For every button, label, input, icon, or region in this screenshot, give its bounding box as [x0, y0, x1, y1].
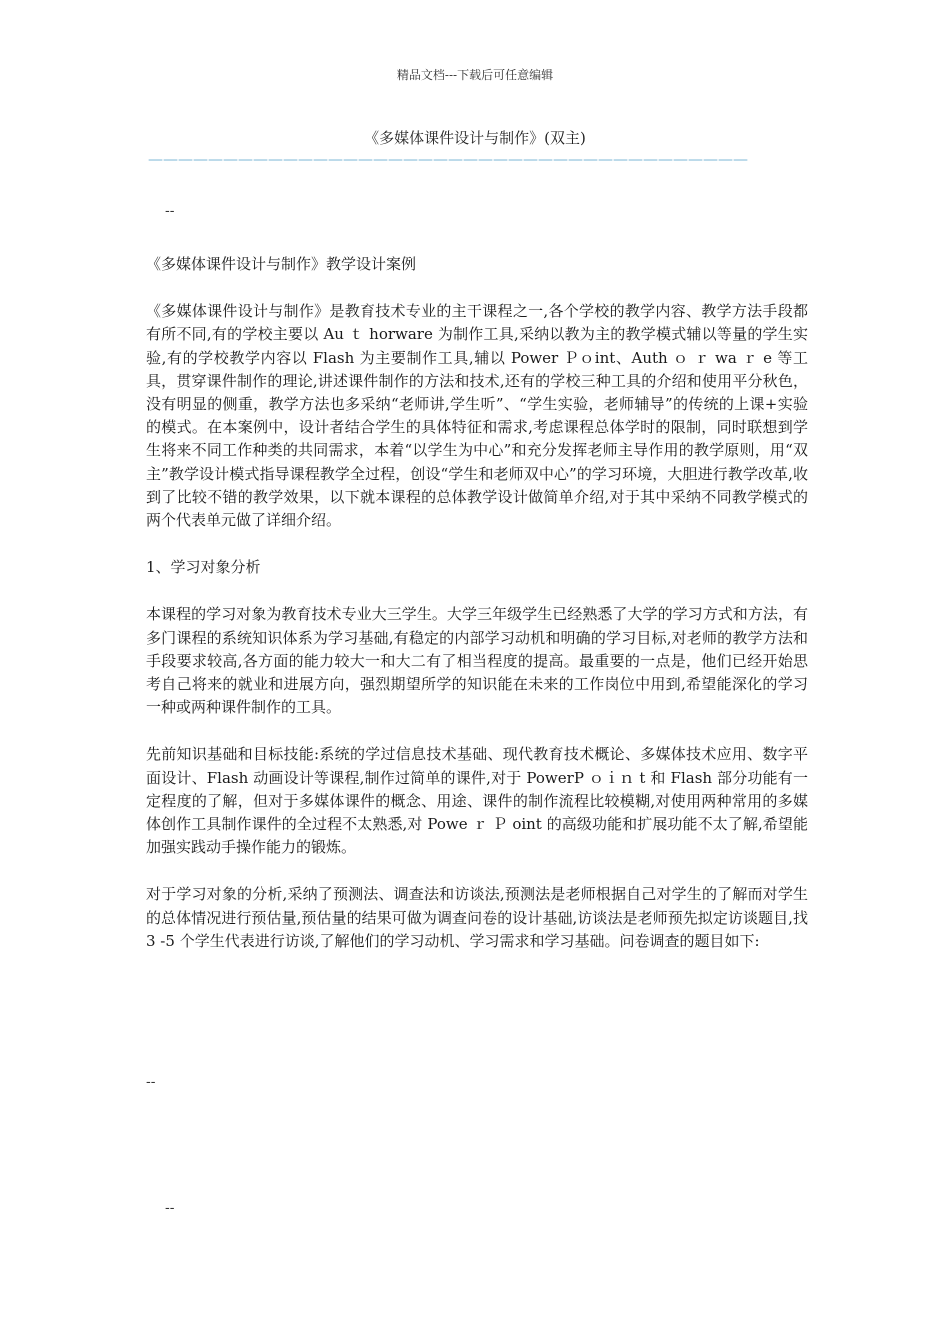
- document-title: 《多媒体课件设计与制作》(双主): [364, 129, 586, 147]
- paragraph-prior-knowledge: 先前知识基础和目标技能:系统的学过信息技术基础、现代教育技术概论、多媒体技术应用、数字平面设计、Flash 动画设计等课程,制作过简单的课件,对于 PowerP ｏｉｎ t 和 Flash 部分功能有一定程度的了解，但对于多媒体课件的概念、用途、课件的制作流程比较模糊,对使用两种常用的多媒体创作工具制作课件的全过程不太熟悉,对 Powe ｒ Ｐ oint 的高级功能和扩展功能不太了解,希望能加强实践动手操作能力的锻炼。: [146, 745, 808, 857]
- section-heading-case: 《多媒体课件设计与制作》教学设计案例: [146, 255, 417, 273]
- dashed-divider: ————————————————————————————————————————: [148, 150, 748, 168]
- paragraph-intro: 《多媒体课件设计与制作》是教育技术专业的主干课程之一,各个学校的教学内容、教学方法手段都有所不同,有的学校主要以 Au ｔ horware 为制作工具,采纳以教为主的教学模式辅以等量的学生实验,有的学校教学内容以 Flash 为主要制作工具,辅以 Power Ｐｏint、Auth ｏ ｒ wa ｒ e 等工具，贯穿课件制作的理论,讲述课件制作的方法和技术,还有的学校三种工具的介绍和使用平分秋色，没有明显的侧重，教学方法也多采纳“老师讲,学生听”、“学生实验，老师辅导”的传统的上课+实验的模式。在本案例中，设计者结合学生的具体特征和需求,考虑课程总体学时的限制，同时联想到学生将来不同工作种类的共同需求，本着“以学生为中心”和充分发挥老师主导作用的教学原则，用“双主”教学设计模式指导课程教学全过程，创设“学生和老师双中心”的学习环境，大胆进行教学改革,收到了比较不错的教学效果，以下就本课程的总体教学设计做简单介绍,对于其中采纳不同教学模式的两个代表单元做了详细介绍。: [146, 302, 808, 530]
- page-marker-middle: --: [146, 1074, 156, 1090]
- header-note: 精品文档---下载后可任意编辑: [396, 68, 554, 82]
- paragraph-analysis-methods: 对于学习对象的分析,采纳了预测法、调查法和访谈法,预测法是老师根据自己对学生的了解而对学生的总体情况进行预估量,预估量的结果可做为调查问卷的设计基础,访谈法是老师预先拟定访谈题目,找 3 -5 个学生代表进行访谈,了解他们的学习动机、学习需求和学习基础。问卷调查的题目如下:: [146, 885, 808, 950]
- section-heading-learner-analysis: 1、学习对象分析: [146, 558, 261, 577]
- page-marker-bottom: --: [165, 1200, 175, 1216]
- document-body: [146, 253, 808, 977]
- page-marker-top: --: [165, 203, 175, 219]
- paragraph-learners: 本课程的学习对象为教育技术专业大三学生。大学三年级学生已经熟悉了大学的学习方式和方法，有多门课程的系统知识体系为学习基础,有稳定的内部学习动机和明确的学习目标,对老师的教学方法和手段要求较高,各方面的能力较大一和大二有了相当程度的提高。最重要的一点是，他们已经开始思考自己将来的就业和进展方向，强烈期望所学的知识能在未来的工作岗位中用到,希望能深化的学习一种或两种课件制作的工具。: [146, 605, 808, 717]
